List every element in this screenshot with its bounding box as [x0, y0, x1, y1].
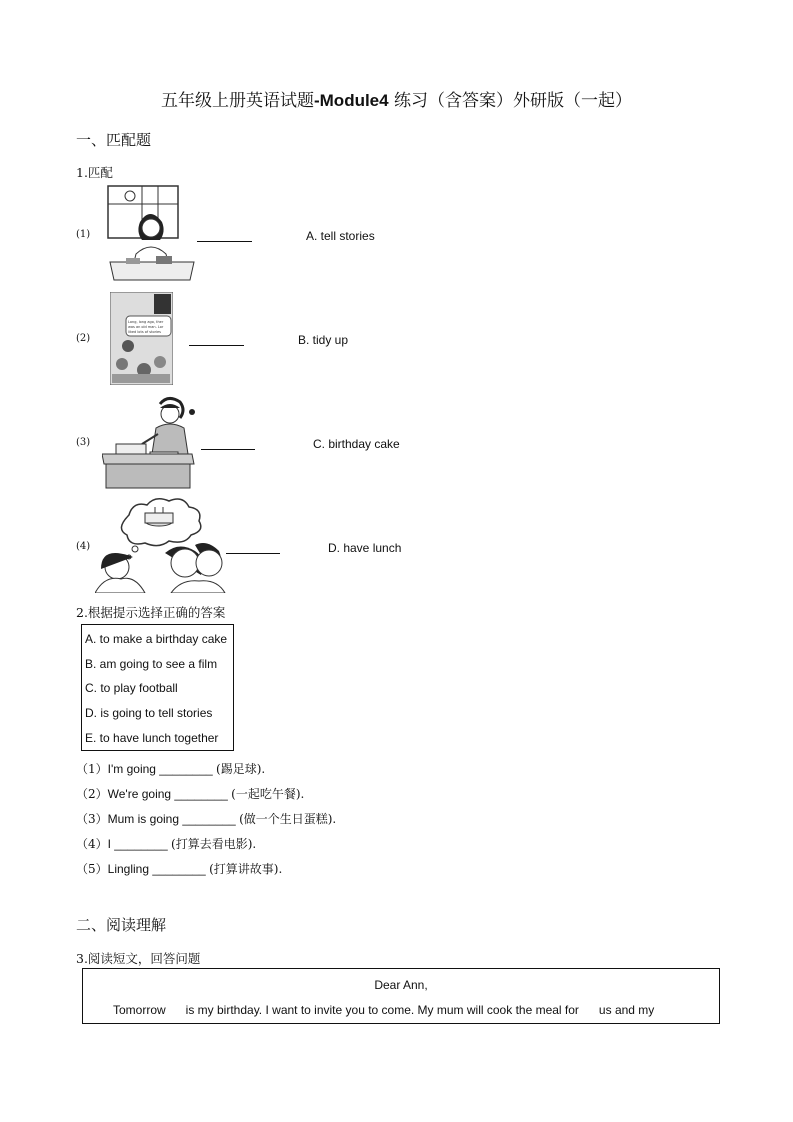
- question-1-label: 1.匹配: [76, 165, 113, 180]
- svg-text:was an old man. Lor: was an old man. Lor: [128, 325, 164, 329]
- fill-question-4: （4）I ________ (打算去看电影).: [76, 837, 257, 851]
- fill-question-2: （2）We're going ________ (一起吃午餐).: [76, 787, 305, 801]
- match-option-d: D. have lunch: [328, 541, 402, 555]
- reading-passage-box: [82, 968, 720, 1024]
- title-part-1: 五年级上册英语试题: [160, 91, 314, 111]
- fill-question-3: （3）Mum is going ________ (做一个生日蛋糕).: [76, 812, 337, 826]
- choice-c: C. to play football: [85, 681, 178, 695]
- match-option-c: C. birthday cake: [313, 437, 400, 451]
- match-answer-blank-2[interactable]: [189, 345, 244, 346]
- svg-text:Long, long ago, ther: Long, long ago, ther: [128, 320, 164, 324]
- choice-b: B. am going to see a film: [85, 657, 218, 671]
- answer-choices-box: [81, 624, 234, 751]
- page-title: [0, 86, 793, 111]
- girl-tidying-desk-picture: [106, 184, 198, 284]
- match-item-number-3: (3): [76, 437, 91, 448]
- choice-d: D. is going to tell stories: [85, 706, 213, 720]
- title-part-2: 练习（含答案）外研版（一起）: [388, 91, 632, 111]
- match-answer-blank-3[interactable]: [201, 449, 255, 450]
- choice-a: A. to make a birthday cake: [85, 632, 228, 646]
- match-item-number-1: (1): [76, 229, 91, 240]
- title-module: -Module4: [313, 91, 389, 110]
- children-thinking-birthday-cake-picture: [95, 497, 227, 593]
- match-answer-blank-4[interactable]: [226, 553, 280, 554]
- match-option-a: A. tell stories: [306, 229, 375, 243]
- fill-question-1: （1）I'm going ________ (踢足球).: [76, 762, 266, 776]
- teacher-telling-stories-picture: [110, 292, 173, 385]
- question-3-label: 3.阅读短文，回答问题: [76, 951, 201, 966]
- letter-line-1: Tomorrow is my birthday. I want to invite you to come. My mum will cook the meal for us and my: [113, 1003, 655, 1017]
- girl-making-cake-picture: [102, 394, 197, 490]
- match-answer-blank-1[interactable]: [197, 241, 252, 242]
- section-heading-reading: 二、阅读理解: [76, 916, 167, 934]
- section-heading-matching: 一、匹配题: [76, 131, 152, 149]
- fill-question-5: （5）Lingling ________ (打算讲故事).: [76, 862, 283, 876]
- match-item-number-4: (4): [76, 541, 91, 552]
- choice-e: E. to have lunch together: [85, 731, 219, 745]
- letter-greeting: Dear Ann,: [374, 978, 428, 992]
- match-option-b: B. tidy up: [298, 333, 349, 347]
- match-item-number-2: (2): [76, 333, 91, 344]
- svg-text:liked lots of stories: liked lots of stories: [128, 330, 161, 334]
- question-2-label: 2.根据提示选择正确的答案: [76, 605, 226, 620]
